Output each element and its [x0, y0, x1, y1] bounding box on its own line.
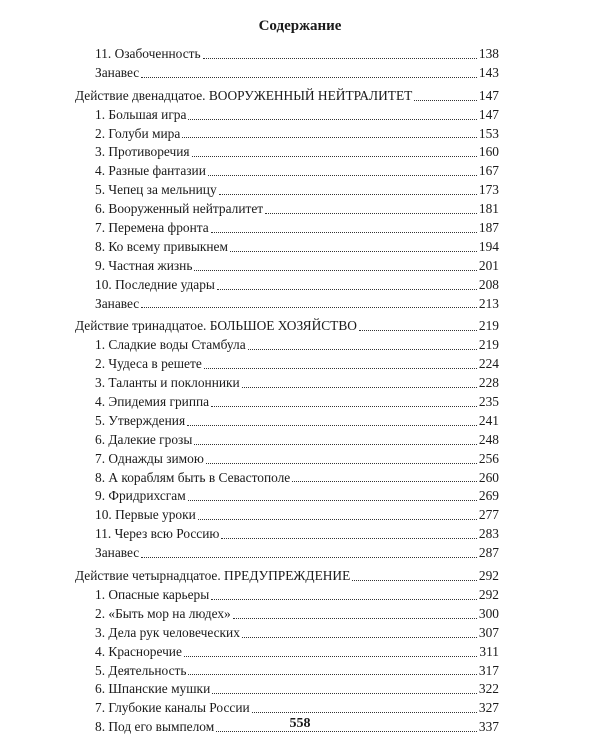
toc-entry-page: 300 — [478, 605, 499, 621]
toc-entry-page: 317 — [478, 662, 499, 678]
toc-entry-title: 2. Чудеса в решете — [95, 356, 202, 372]
dot-leader — [219, 194, 477, 195]
toc-entry-title: 4. Эпидемия гриппа — [95, 394, 210, 410]
dot-leader — [233, 618, 477, 619]
toc-entry-title: 2. «Быть мор на людех» — [95, 605, 231, 621]
toc-entry — [75, 219, 499, 238]
toc-entry-page: 208 — [478, 276, 499, 292]
dot-leader — [194, 444, 477, 445]
toc-entry-page: 181 — [478, 201, 499, 217]
toc-entry-page: 307 — [478, 624, 499, 640]
toc-entry-title: Занавес — [95, 295, 140, 311]
toc-entry-page: 235 — [478, 394, 499, 410]
toc-entry-title: 11. Через всю Россию — [95, 526, 220, 542]
dot-leader — [359, 330, 477, 331]
dot-leader — [252, 712, 477, 713]
toc-entry-page: 147 — [478, 87, 499, 103]
dot-leader — [221, 538, 476, 539]
toc-section-heading — [75, 567, 499, 586]
toc-entry-title: 10. Первые уроки — [95, 507, 196, 523]
toc-entry — [75, 662, 499, 681]
toc-entry-page: 219 — [478, 318, 499, 334]
toc-entry-page: 228 — [478, 375, 499, 391]
dot-leader — [204, 368, 477, 369]
toc-entry-title: 3. Таланты и поклонники — [95, 375, 240, 391]
toc-entry — [75, 181, 499, 200]
toc-entry-page: 143 — [478, 64, 499, 80]
toc-entry-page: 241 — [478, 412, 499, 428]
toc-entry — [75, 45, 499, 64]
toc-entry — [75, 276, 499, 295]
dot-leader — [141, 557, 477, 558]
dot-leader — [248, 349, 477, 350]
toc-entry-title: 7. Перемена фронта — [95, 220, 209, 236]
toc-entry-title: 1. Сладкие воды Стамбула — [95, 337, 246, 353]
toc-entry-title: 1. Опасные карьеры — [95, 586, 210, 602]
toc-entry-page: 224 — [478, 356, 499, 372]
toc-entry — [75, 374, 499, 393]
toc-entry — [75, 257, 499, 276]
toc-entry — [75, 238, 499, 257]
toc-entry-page: 153 — [478, 125, 499, 141]
toc-entry-page: 194 — [478, 238, 499, 254]
toc-entry-title: 9. Частная жизнь — [95, 257, 193, 273]
toc-entry-page: 256 — [478, 450, 499, 466]
toc-entry-title: 4. Красноречие — [95, 643, 182, 659]
toc-entry-page: 138 — [478, 46, 499, 61]
table-of-contents — [75, 45, 499, 737]
toc-entry-title: 8. Ко всему привыкнем — [95, 238, 228, 254]
toc-entry-title: Действие тринадцатое. БОЛЬШОЕ ХОЗЯЙСТВО — [75, 318, 357, 334]
toc-section-heading — [75, 87, 499, 106]
toc-entry-title: 4. Разные фантазии — [95, 163, 206, 179]
toc-entry — [75, 605, 499, 624]
toc-entry-page: 219 — [478, 337, 499, 353]
toc-entry — [75, 450, 499, 469]
toc-entry — [75, 643, 499, 662]
toc-entry — [75, 295, 499, 314]
toc-entry — [75, 506, 499, 525]
toc-entry-page: 311 — [479, 643, 499, 659]
toc-entry-title: Занавес — [95, 64, 140, 80]
toc-entry-page: 167 — [478, 163, 499, 179]
toc-entry-title: 8. А кораблям быть в Севастополе — [95, 469, 291, 485]
toc-entry-title: 6. Далекие грозы — [95, 431, 193, 447]
toc-entry-title: 10. Последние удары — [95, 276, 215, 292]
page-number: 558 — [289, 716, 311, 731]
dot-leader — [141, 307, 477, 308]
toc-entry — [75, 525, 499, 544]
dot-leader — [230, 251, 477, 252]
toc-entry-title: 11. Озабоченность — [95, 46, 201, 61]
dot-leader — [292, 481, 477, 482]
toc-entry-page: 283 — [478, 526, 499, 542]
toc-entry-title: 6. Шпанские мушки — [95, 681, 211, 697]
toc-entry — [75, 586, 499, 605]
toc-entry — [75, 336, 499, 355]
dot-leader — [192, 156, 477, 157]
dot-leader — [141, 77, 477, 78]
toc-entry-page: 187 — [478, 220, 499, 236]
toc-entry-page: 337 — [478, 719, 499, 735]
toc-entry-page: 292 — [478, 586, 499, 602]
toc-entry — [75, 624, 499, 643]
toc-entry — [75, 125, 499, 144]
toc-entry-page: 173 — [478, 182, 499, 198]
toc-entry-title: 7. Однажды зимою — [95, 450, 204, 466]
toc-entry-title: 6. Вооруженный нейтралитет — [95, 201, 264, 217]
toc-entry-page: 147 — [478, 106, 499, 122]
toc-entry-title: 7. Глубокие каналы России — [95, 700, 250, 716]
dot-leader — [187, 425, 477, 426]
toc-entry-page: 322 — [478, 681, 499, 697]
toc-section-heading — [75, 317, 499, 336]
dot-leader — [182, 137, 477, 138]
toc-entry — [75, 393, 499, 412]
toc-entry-page: 213 — [478, 295, 499, 311]
dot-leader — [265, 213, 477, 214]
toc-entry-page: 277 — [478, 507, 499, 523]
toc-entry-title: 3. Дела рук человеческих — [95, 624, 240, 640]
toc-entry — [75, 143, 499, 162]
dot-leader — [198, 519, 477, 520]
toc-entry — [75, 544, 499, 563]
toc-entry — [75, 200, 499, 219]
toc-entry-page: 287 — [478, 545, 499, 561]
dot-leader — [188, 500, 477, 501]
toc-entry-title: Занавес — [95, 545, 140, 561]
dot-leader — [203, 58, 477, 59]
toc-entry — [75, 106, 499, 125]
toc-entry — [75, 487, 499, 506]
toc-entry-title: 2. Голуби мира — [95, 125, 181, 141]
toc-entry-page: 201 — [478, 257, 499, 273]
toc-entry-page: 248 — [478, 431, 499, 447]
toc-entry — [75, 680, 499, 699]
dot-leader — [211, 232, 477, 233]
toc-entry-page: 327 — [478, 700, 499, 716]
dot-leader — [242, 387, 477, 388]
toc-entry-title: 9. Фридрихсгам — [95, 488, 186, 504]
dot-leader — [352, 580, 477, 581]
toc-entry-title: 5. Чепец за мельницу — [95, 182, 217, 198]
dot-leader — [211, 599, 477, 600]
dot-leader — [184, 656, 477, 657]
toc-entry-title: 3. Противоречия — [95, 144, 190, 160]
toc-entry-title: 5. Утверждения — [95, 412, 186, 428]
dot-leader — [208, 175, 477, 176]
toc-entry — [75, 64, 499, 83]
toc-entry — [75, 469, 499, 488]
dot-leader — [212, 693, 477, 694]
toc-entry — [75, 162, 499, 181]
toc-entry-page: 260 — [478, 469, 499, 485]
dot-leader — [188, 119, 476, 120]
dot-leader — [206, 463, 477, 464]
toc-entry-title: 1. Большая игра — [95, 106, 187, 122]
toc-entry — [75, 431, 499, 450]
dot-leader — [211, 406, 477, 407]
toc-entry — [75, 412, 499, 431]
dot-leader — [217, 289, 477, 290]
toc-entry — [75, 355, 499, 374]
dot-leader — [242, 637, 477, 638]
toc-entry-title: Действие четырнадцатое. ПРЕДУПРЕЖДЕНИЕ — [75, 568, 351, 584]
toc-entry-title: Действие двенадцатое. ВООРУЖЕННЫЙ НЕЙТРАЛИТЕТ — [75, 87, 413, 103]
toc-entry-title: 8. Под его вымпелом — [95, 719, 215, 735]
toc-entry-page: 269 — [478, 488, 499, 504]
toc-entry-page: 160 — [478, 144, 499, 160]
dot-leader — [188, 674, 476, 675]
page-header: Содержание — [258, 18, 342, 34]
dot-leader — [414, 100, 477, 101]
toc-entry-page: 292 — [478, 568, 499, 584]
dot-leader — [194, 270, 476, 271]
toc-entry-title: 5. Деятельность — [95, 662, 187, 678]
